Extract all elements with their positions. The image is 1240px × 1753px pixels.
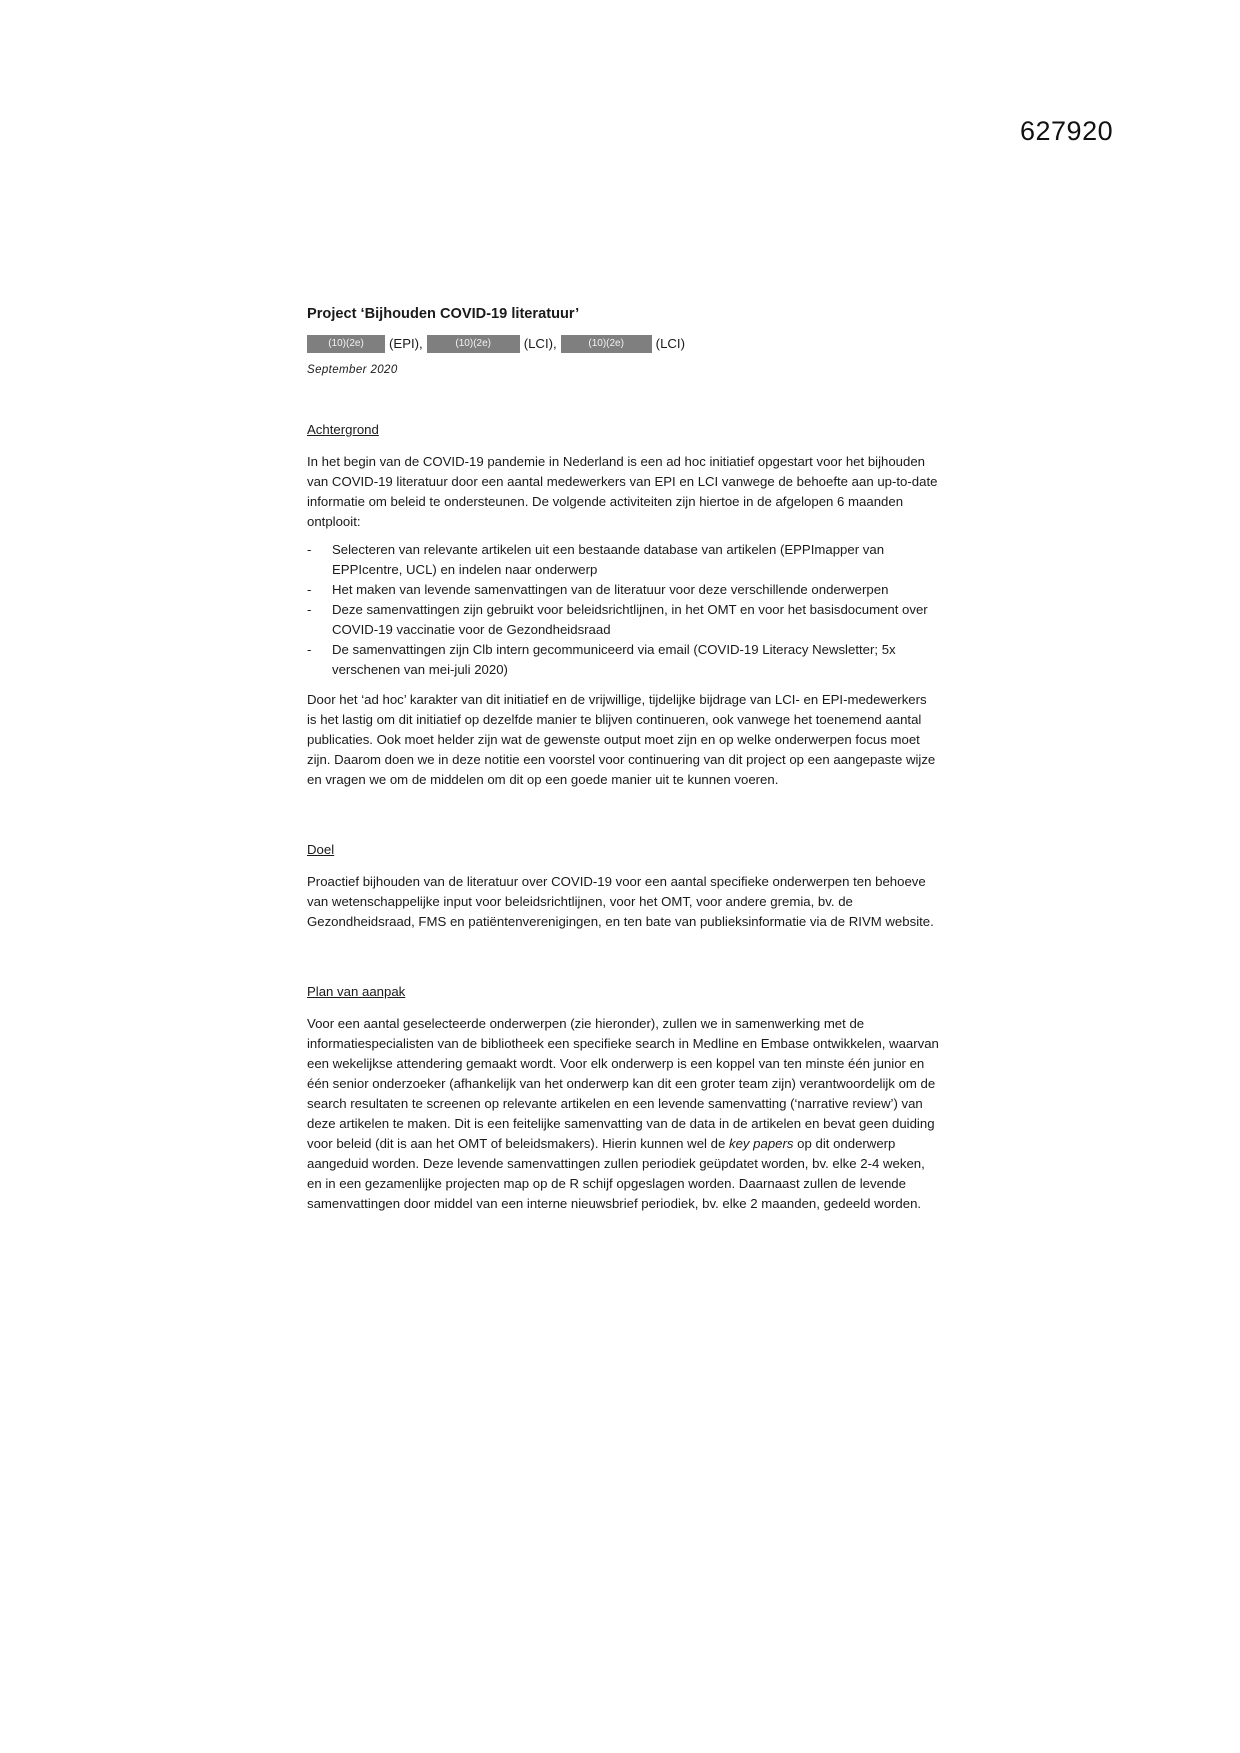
author-line — [307, 334, 939, 354]
plan-text-part-1: Voor een aantal geselecteerde onderwerpen (zie hieronder), zullen we in samenwerking met de informatiespecialisten van de bibliotheek een specifieke search in Medline en Embase ontwikkelen, waarvan een wekelijkse attendering gemaakt wordt. Voor elk onderwerp is een koppel van ten minste één junior en één senior onderzoeker (afhankelijk van het onderwerp kan dit een groter team zijn) verantwoordelijk om de search resultaten te screenen op relevante artikelen en een levende samenvatting (‘narrative review’) van deze artikelen te maken. Dit is een feitelijke samenvatting van de data in de artikelen en bevat geen duiding voor beleid (dit is aan het OMT of beleidsmakers). Hierin kunnen wel de — [307, 1016, 939, 1151]
author-affiliation-2: (LCI), — [523, 336, 557, 351]
plan-text — [307, 1014, 939, 1214]
author-affiliation-1: (EPI), — [389, 336, 423, 351]
achtergrond-activity-list — [307, 540, 939, 680]
list-item: - Deze samenvattingen zijn gebruikt voor beleidsrichtlijnen, in het OMT en voor het basisdocument over COVID-19 vaccinatie voor de Gezondheidsraad — [307, 602, 928, 637]
list-item-text: Het maken van levende samenvattingen van de literatuur voor deze verschillende onderwerpen — [332, 582, 889, 597]
document-title: Project ‘Bijhouden COVID-19 literatuur’ — [307, 306, 580, 322]
achtergrond-intro: In het begin van de COVID-19 pandemie in Nederland is een ad hoc initiatief opgestart voor het bijhouden van COVID-19 literatuur door een aantal medewerkers van EPI en LCI vanwege de behoefte aan up-to-date informatie om beleid te ondersteunen. De volgende activiteiten zijn hiertoe in de afgelopen 6 maanden ontplooit: — [307, 454, 938, 529]
redacted-author-2: (10)(2e) — [427, 335, 520, 353]
redacted-author-3: (10)(2e) — [561, 335, 652, 353]
list-item-text: De samenvattingen zijn Clb intern gecommuniceerd via email (COVID-19 Literacy Newsletter; 5x verschenen van mei-juli 2020) — [332, 642, 896, 677]
list-item-text: Selecteren van relevante artikelen uit een bestaande database van artikelen (EPPImapper van EPPIcentre, UCL) en indelen naar onderwerp — [332, 542, 885, 577]
document-body — [307, 304, 939, 1222]
redacted-author-1: (10)(2e) — [307, 335, 385, 353]
list-item-text: Deze samenvattingen zijn gebruikt voor beleidsrichtlijnen, in het OMT en voor het basisdocument over COVID-19 vaccinatie voor de Gezondheidsraad — [332, 602, 928, 637]
document-number: 627920 — [1020, 116, 1114, 146]
plan-text-emphasis: key papers — [728, 1136, 794, 1151]
achtergrond-closing: Door het ‘ad hoc’ karakter van dit initiatief en de vrijwillige, tijdelijke bijdrage van LCI- en EPI-medewerkers is het lastig om dit initiatief op dezelfde manier te blijven continueren, ook vanwege het toenemend aantal publicaties. Ook moet helder zijn wat de gewenste output moet zijn en op welke onderwerpen focus moet zijn. Daarom doen we in deze notitie een voorstel voor continuering van dit project op een aangepaste wijze en vragen we om de middelen om dit op een goede manier uit te kunnen voeren. — [307, 692, 936, 787]
section-heading-doel: Doel — [307, 842, 335, 857]
section-heading-plan-van-aanpak: Plan van aanpak — [307, 984, 406, 999]
author-affiliation-3: (LCI) — [655, 336, 685, 351]
doel-text: Proactief bijhouden van de literatuur over COVID-19 voor een aantal specifieke onderwerpen ten behoeve van wetenschappelijke input voor beleidsrichtlijnen, voor het OMT, voor andere gremia, bv. de Gezondheidsraad, FMS en patiëntenverenigingen, en ten bate van publieksinformatie via de RIVM website. — [307, 874, 934, 929]
plan-text-part-2: op dit onderwerp aangeduid worden. Deze levende samenvattingen zullen periodiek geüpdatet worden, bv. elke 2-4 weken, en in een gezamenlijke projecten map op de R schijf opgeslagen worden. Daarnaast zullen de levende samenvattingen door middel van een interne nieuwsbrief periodiek, bv. elke 2 maanden, gedeeld worden. — [307, 1136, 925, 1211]
list-item: - Selecteren van relevante artikelen uit een bestaande database van artikelen (EPPImapper van EPPIcentre, UCL) en indelen naar onderwerp — [307, 542, 885, 577]
section-heading-achtergrond: Achtergrond — [307, 422, 379, 437]
list-item: - De samenvattingen zijn Clb intern gecommuniceerd via email (COVID-19 Literacy Newsletter; 5x verschenen van mei-juli 2020) — [307, 642, 896, 677]
document-date: September 2020 — [307, 364, 398, 376]
list-item: - Het maken van levende samenvattingen van de literatuur voor deze verschillende onderwerpen — [307, 582, 889, 597]
